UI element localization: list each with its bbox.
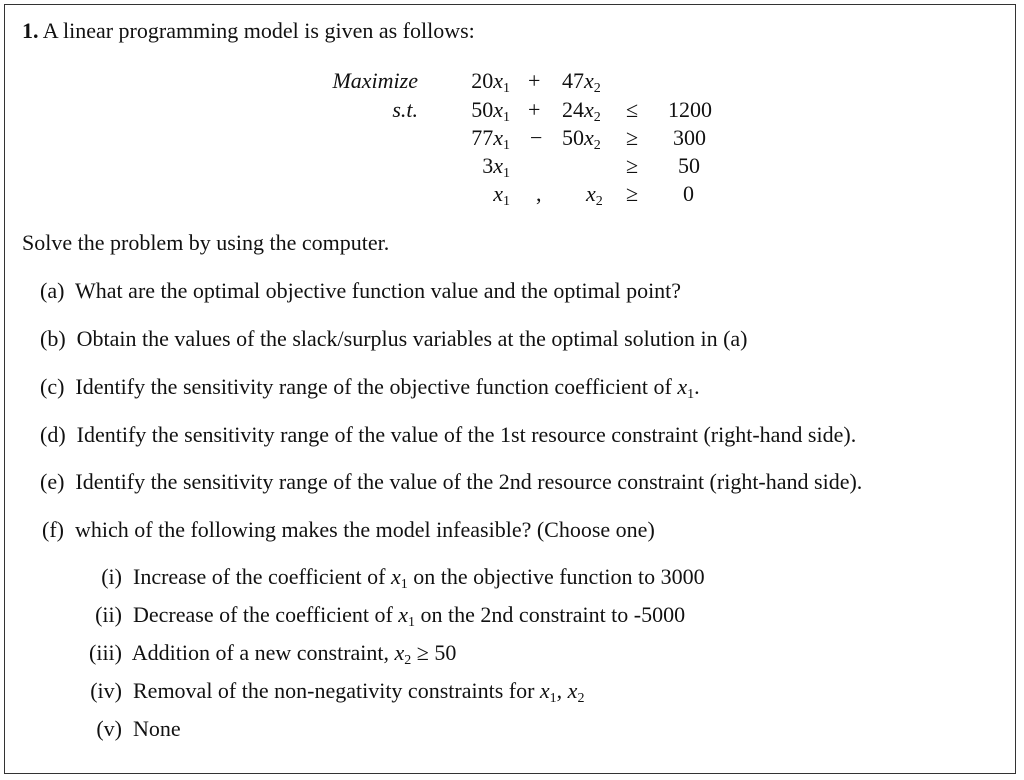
constraint-1-term-2: $24x_2$ — [562, 97, 601, 125]
instruction-text: Solve the problem by using the computer. — [22, 230, 390, 255]
option-v-text: None — [133, 716, 181, 741]
constraint-1-relation: ≤ — [626, 97, 639, 122]
nonneg-separator: , — [536, 181, 542, 206]
option-iii-label: (iii) — [89, 640, 122, 665]
part-a-text: What are the optimal objective function value and the optimal point? — [75, 278, 682, 303]
option-iv-label: (iv) — [90, 678, 122, 703]
part-f-label: (f) — [42, 517, 64, 542]
nonneg-x1: $x_1$ — [493, 181, 510, 209]
objective-op: + — [528, 68, 541, 93]
option-v — [82, 718, 181, 740]
option-i-label: (i) — [101, 564, 122, 589]
part-b-label: (b) — [40, 326, 66, 351]
nonneg-relation: ≥ — [626, 181, 639, 206]
problem-header — [22, 20, 475, 42]
part-e-label: (e) — [40, 469, 65, 494]
part-c-text: Identify the sensitivity range of the objective function coefficient of — [75, 374, 678, 399]
constraint-3-term-1: $3x_1$ — [482, 153, 510, 181]
part-d-label: (d) — [40, 422, 66, 447]
problem-intro: A linear programming model is given as follows: — [42, 18, 475, 43]
constraint-1-op: + — [528, 97, 541, 122]
st-label: s.t. — [392, 97, 418, 122]
part-c: (c) Identify the sensitivity range of the objective function coefficient of $x_1$. — [40, 374, 700, 402]
option-v-label: (v) — [96, 716, 122, 741]
part-e — [40, 471, 862, 493]
option-iv: (iv) Removal of the non-negativity constraints for $x_1$, $x_2$ — [82, 680, 584, 702]
part-b-text: Obtain the values of the slack/surplus variables at the optimal solution in (a) — [76, 326, 748, 351]
constraint-1-term-1: $50x_1$ — [471, 97, 510, 125]
constraint-3-rhs: 50 — [678, 153, 700, 178]
part-a — [40, 280, 681, 302]
constraint-2-rhs: 300 — [673, 125, 706, 150]
part-d — [40, 424, 856, 446]
objective-term-1: $20x_1$ — [471, 68, 510, 96]
constraint-2-relation: ≥ — [626, 125, 639, 150]
part-c-label: (c) — [40, 374, 65, 399]
constraint-2-term-1: $77x_1$ — [471, 125, 510, 153]
constraint-3-relation: ≥ — [626, 153, 639, 178]
constraint-2-term-2: $50x_2$ — [562, 125, 601, 153]
nonneg-x2: $x_2$ — [586, 181, 603, 209]
nonneg-rhs: 0 — [683, 181, 694, 206]
constraint-1-rhs: 1200 — [668, 97, 712, 122]
part-e-text: Identify the sensitivity range of the value of the 2nd resource constraint (right-hand side). — [75, 469, 863, 494]
part-d-text: Identify the sensitivity range of the value of the 1st resource constraint (right-hand side). — [76, 422, 857, 447]
option-ii: (ii) Decrease of the coefficient of $x_1$ on the 2nd constraint to -5000 — [82, 604, 685, 626]
problem-number: 1. — [22, 18, 39, 43]
part-b — [40, 328, 748, 350]
part-f-text: which of the following makes the model infeasible? (Choose one) — [74, 517, 655, 542]
objective-term-2: $47x_2$ — [562, 68, 601, 96]
option-ii-label: (ii) — [95, 602, 122, 627]
option-iii: (iii) Addition of a new constraint, $x_2 \ge 50$ — [82, 642, 456, 664]
part-a-label: (a) — [40, 278, 65, 303]
option-i: (i) Increase of the coefficient of $x_1$ on the objective function to 3000 — [82, 566, 705, 588]
objective-label: Maximize — [332, 68, 418, 93]
constraint-2-op: − — [530, 125, 543, 150]
part-f — [42, 519, 655, 541]
